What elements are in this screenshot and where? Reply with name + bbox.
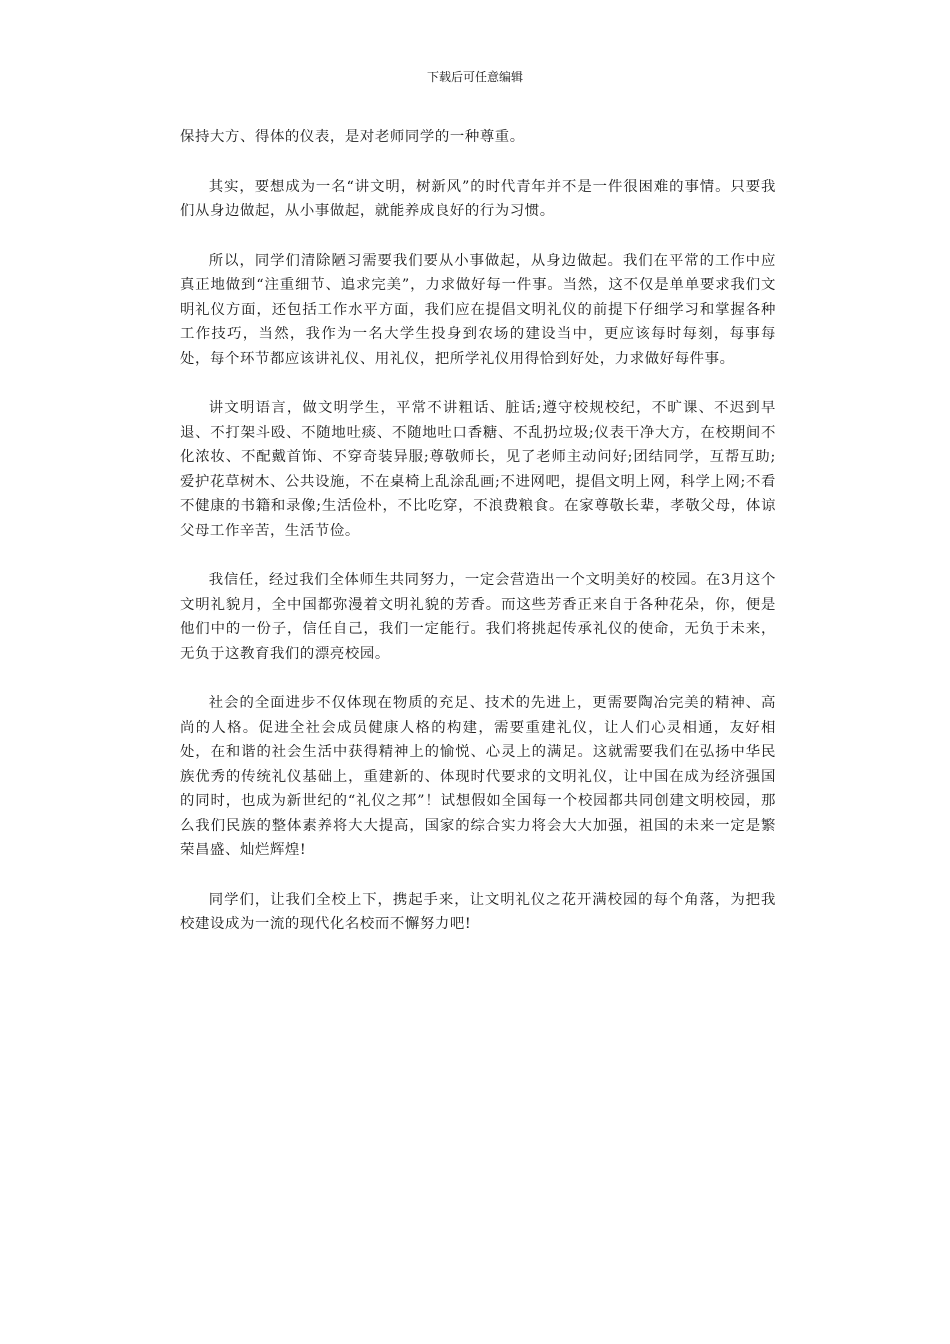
paragraph-1: 保持大方、得体的仪表，是对老师同学的一种尊重。 <box>180 129 525 145</box>
paragraph-7: 同学们，让我们全校上下，携起手来，让文明礼仪之花开满校园的每个角落，为把我校建设成为一流的现代化名校而不懈努力吧! <box>180 891 776 932</box>
document-body <box>180 125 776 962</box>
paragraph-5: 我信任，经过我们全体师生共同努力，一定会营造出一个文明美好的校园。在3月这个文明礼貌月，全中国都弥漫着文明礼貌的芳香。而这些芳香正来自于各种花朵，你，便是他们中的一份子，信任自己，我们一定能行。我们将挑起传承礼仪的使命，无负于未来，无负于这教育我们的漂亮校园。 <box>180 572 776 662</box>
paragraph-4: 讲文明语言，做文明学生，平常不讲粗话、脏话;遵守校规校纪，不旷课、不迟到早退、不打架斗殴、不随地吐痰、不随地吐口香糖、不乱扔垃圾;仪表干净大方，在校期间不化浓妆、不配戴首饰、不穿奇装异服;尊敬师长，见了老师主动问好;团结同学，互帮互助;爱护花草树木、公共设施，不在桌椅上乱涂乱画;不进网吧，提倡文明上网，科学上网;不看不健康的书籍和录像;生活俭朴，不比吃穿，不浪费粮食。在家尊敬长辈，孝敬父母，体谅父母工作辛苦，生活节俭。 <box>180 400 776 539</box>
paragraph-2: 其实，要想成为一名“讲文明，树新风”的时代青年并不是一件很困难的事情。只要我们从身边做起，从小事做起，就能养成良好的行为习惯。 <box>180 178 776 219</box>
paragraph-3: 所以，同学们清除陋习需要我们要从小事做起，从身边做起。我们在平常的工作中应真正地做到“注重细节、追求完美”，力求做好每一件事。当然，这不仅是单单要求我们文明礼仪方面，还包括工作水平方面，我们应在提倡文明礼仪的前提下仔细学习和掌握各种工作技巧，当然，我作为一名大学生投身到农场的建设当中，更应该每时每刻，每事每处，每个环节都应该讲礼仪、用礼仪，把所学礼仪用得恰到好处，力求做好每件事。 <box>180 252 776 367</box>
paragraph-6: 社会的全面进步不仅体现在物质的充足、技术的先进上，更需要陶冶完美的精神、高尚的人格。促进全社会成员健康人格的构建，需要重建礼仪，让人们心灵相通，友好相处，在和谐的社会生活中获得精神上的愉悦、心灵上的满足。这就需要我们在弘扬中华民族优秀的传统礼仪基础上，重建新的、体现时代要求的文明礼仪，让中国在成为经济强国的同时，也成为新世纪的“礼仪之邦”！试想假如全国每一个校园都共同创建文明校园，那么我们民族的整体素养将大大提高，国家的综合实力将会大大加强，祖国的未来一定是繁荣昌盛、灿烂辉煌! <box>180 695 776 858</box>
page-header: 下载后可任意编辑 <box>426 70 523 84</box>
